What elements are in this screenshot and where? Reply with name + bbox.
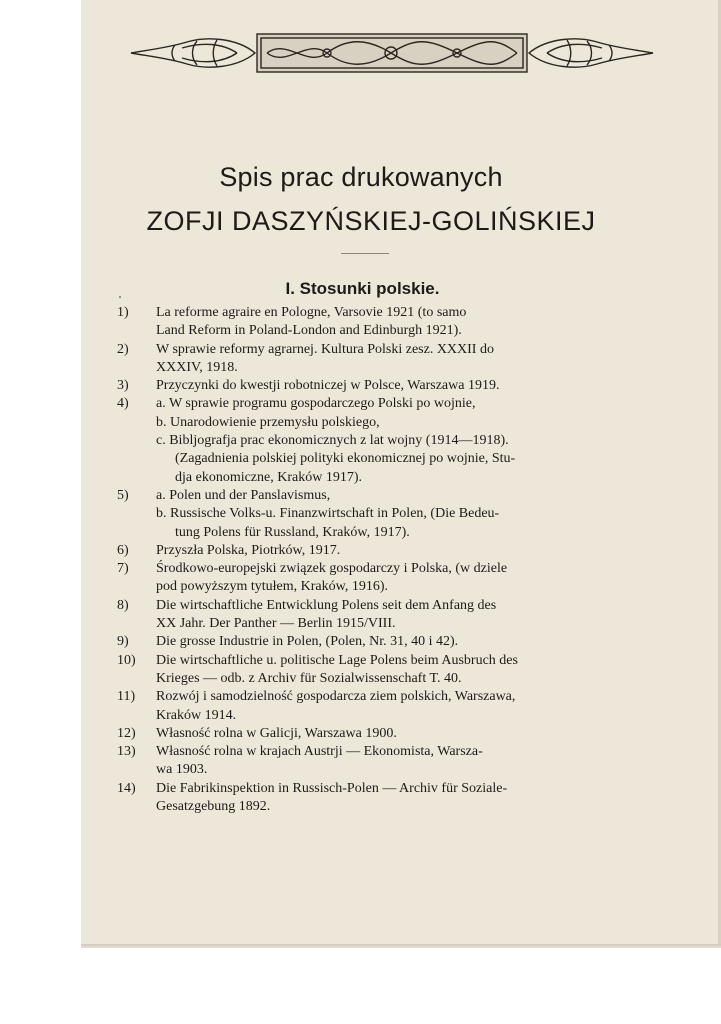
item-line: Die wirtschaftliche Entwicklung Polens seit dem Anfang des	[156, 597, 497, 613]
item-line: W sprawie reformy agrarnej. Kultura Polski zesz. XXXII do	[156, 341, 494, 357]
item-line: b. Unarodowienie przemysłu polskiego,	[156, 414, 380, 430]
item-number: 10)	[117, 652, 136, 668]
item-number: 1)	[117, 305, 129, 320]
list-item	[117, 725, 609, 743]
item-line: Przyszła Polska, Piotrków, 1917.	[156, 542, 341, 558]
publication-list	[117, 304, 609, 816]
list-item	[117, 743, 609, 780]
item-line: Die Fabrikinspektion in Russisch-Polen — Archiv für Soziale-	[156, 780, 508, 796]
item-line: (Zagadnienia polskiej polityki ekonomicznej po wojnie, Stu-	[175, 451, 516, 467]
item-number: 5)	[117, 487, 129, 503]
list-item	[117, 652, 609, 689]
item-line: Land Reform in Poland-London and Edinburgh 1921).	[156, 323, 462, 339]
list-item	[117, 341, 609, 378]
item-line: Die wirtschaftliche u. politische Lage Polens beim Ausbruch des	[156, 652, 518, 668]
item-line: XXXIV, 1918.	[156, 359, 238, 375]
item-line: Gesatzgebung 1892.	[156, 799, 271, 815]
title-line-1: Spis prac drukowanych	[219, 162, 503, 192]
list-item	[117, 377, 609, 395]
item-line: Przyczynki do kwestji robotniczej w Polsce, Warszawa 1919.	[156, 378, 500, 394]
list-item	[117, 688, 609, 725]
item-number: 12)	[117, 725, 136, 741]
item-line: Krieges — odb. z Archiv für Sozialwissenschaft T. 40.	[156, 670, 462, 686]
item-number: 6)	[117, 542, 129, 558]
item-line: XX Jahr. Der Panther — Berlin 1915/VIII.	[156, 616, 396, 632]
list-item	[117, 304, 609, 341]
list-item	[117, 597, 609, 634]
item-number: 2)	[117, 341, 129, 357]
item-line: a. W sprawie programu gospodarczego Polski po wojnie,	[156, 396, 476, 412]
item-line: pod powyższym tytułem, Kraków, 1916).	[156, 579, 388, 595]
item-line: Własność rolna w Galicji, Warszawa 1900.	[156, 725, 397, 741]
title-divider	[341, 253, 389, 254]
item-line: c. Bibljografja prac ekonomicznych z lat wojny (1914—1918).	[156, 433, 509, 449]
list-item	[117, 395, 609, 486]
list-item	[117, 560, 609, 597]
title-line-2-author: ZOFJI DASZYŃSKIEJ-GOLIŃSKIEJ	[146, 206, 596, 236]
page-edge	[81, 944, 721, 948]
item-line: dja ekonomiczne, Kraków 1917).	[175, 469, 362, 485]
item-line: Rozwój i samodzielność gospodarcza ziem polskich, Warszawa,	[156, 689, 516, 705]
item-line: wa 1903.	[156, 762, 208, 778]
book-page	[81, 0, 721, 947]
item-line: La reforme agraire en Pologne, Varsovie 1921 (to samo	[156, 305, 467, 320]
item-line: Własność rolna w krajach Austrji — Ekonomista, Warsza-	[156, 744, 483, 760]
section-heading: I. Stosunki polskie.	[285, 279, 440, 298]
list-item	[117, 780, 609, 817]
item-line: a. Polen und der Panslavismus,	[156, 487, 331, 503]
item-number: 3)	[117, 378, 129, 394]
item-number: 9)	[117, 634, 129, 650]
list-item	[117, 633, 609, 651]
floral-ornament-header	[127, 28, 655, 78]
item-number: 11)	[117, 689, 136, 705]
list-item	[117, 542, 609, 560]
list-item	[117, 487, 609, 542]
item-number: 7)	[117, 561, 129, 577]
item-number: 13)	[117, 744, 136, 760]
item-line: b. Russische Volks-u. Finanzwirtschaft in Polen, (Die Bedeu-	[156, 506, 500, 522]
item-number: 14)	[117, 780, 136, 796]
item-line: Środkowo-europejski związek gospodarczy i Polska, (w dziele	[156, 561, 508, 577]
item-number: 4)	[117, 396, 129, 412]
item-line: Die grosse Industrie in Polen, (Polen, Nr. 31, 40 i 42).	[156, 634, 459, 650]
item-number: 8)	[117, 597, 129, 613]
item-line: Kraków 1914.	[156, 707, 237, 723]
item-line: tung Polens für Russland, Kraków, 1917).	[175, 524, 410, 540]
